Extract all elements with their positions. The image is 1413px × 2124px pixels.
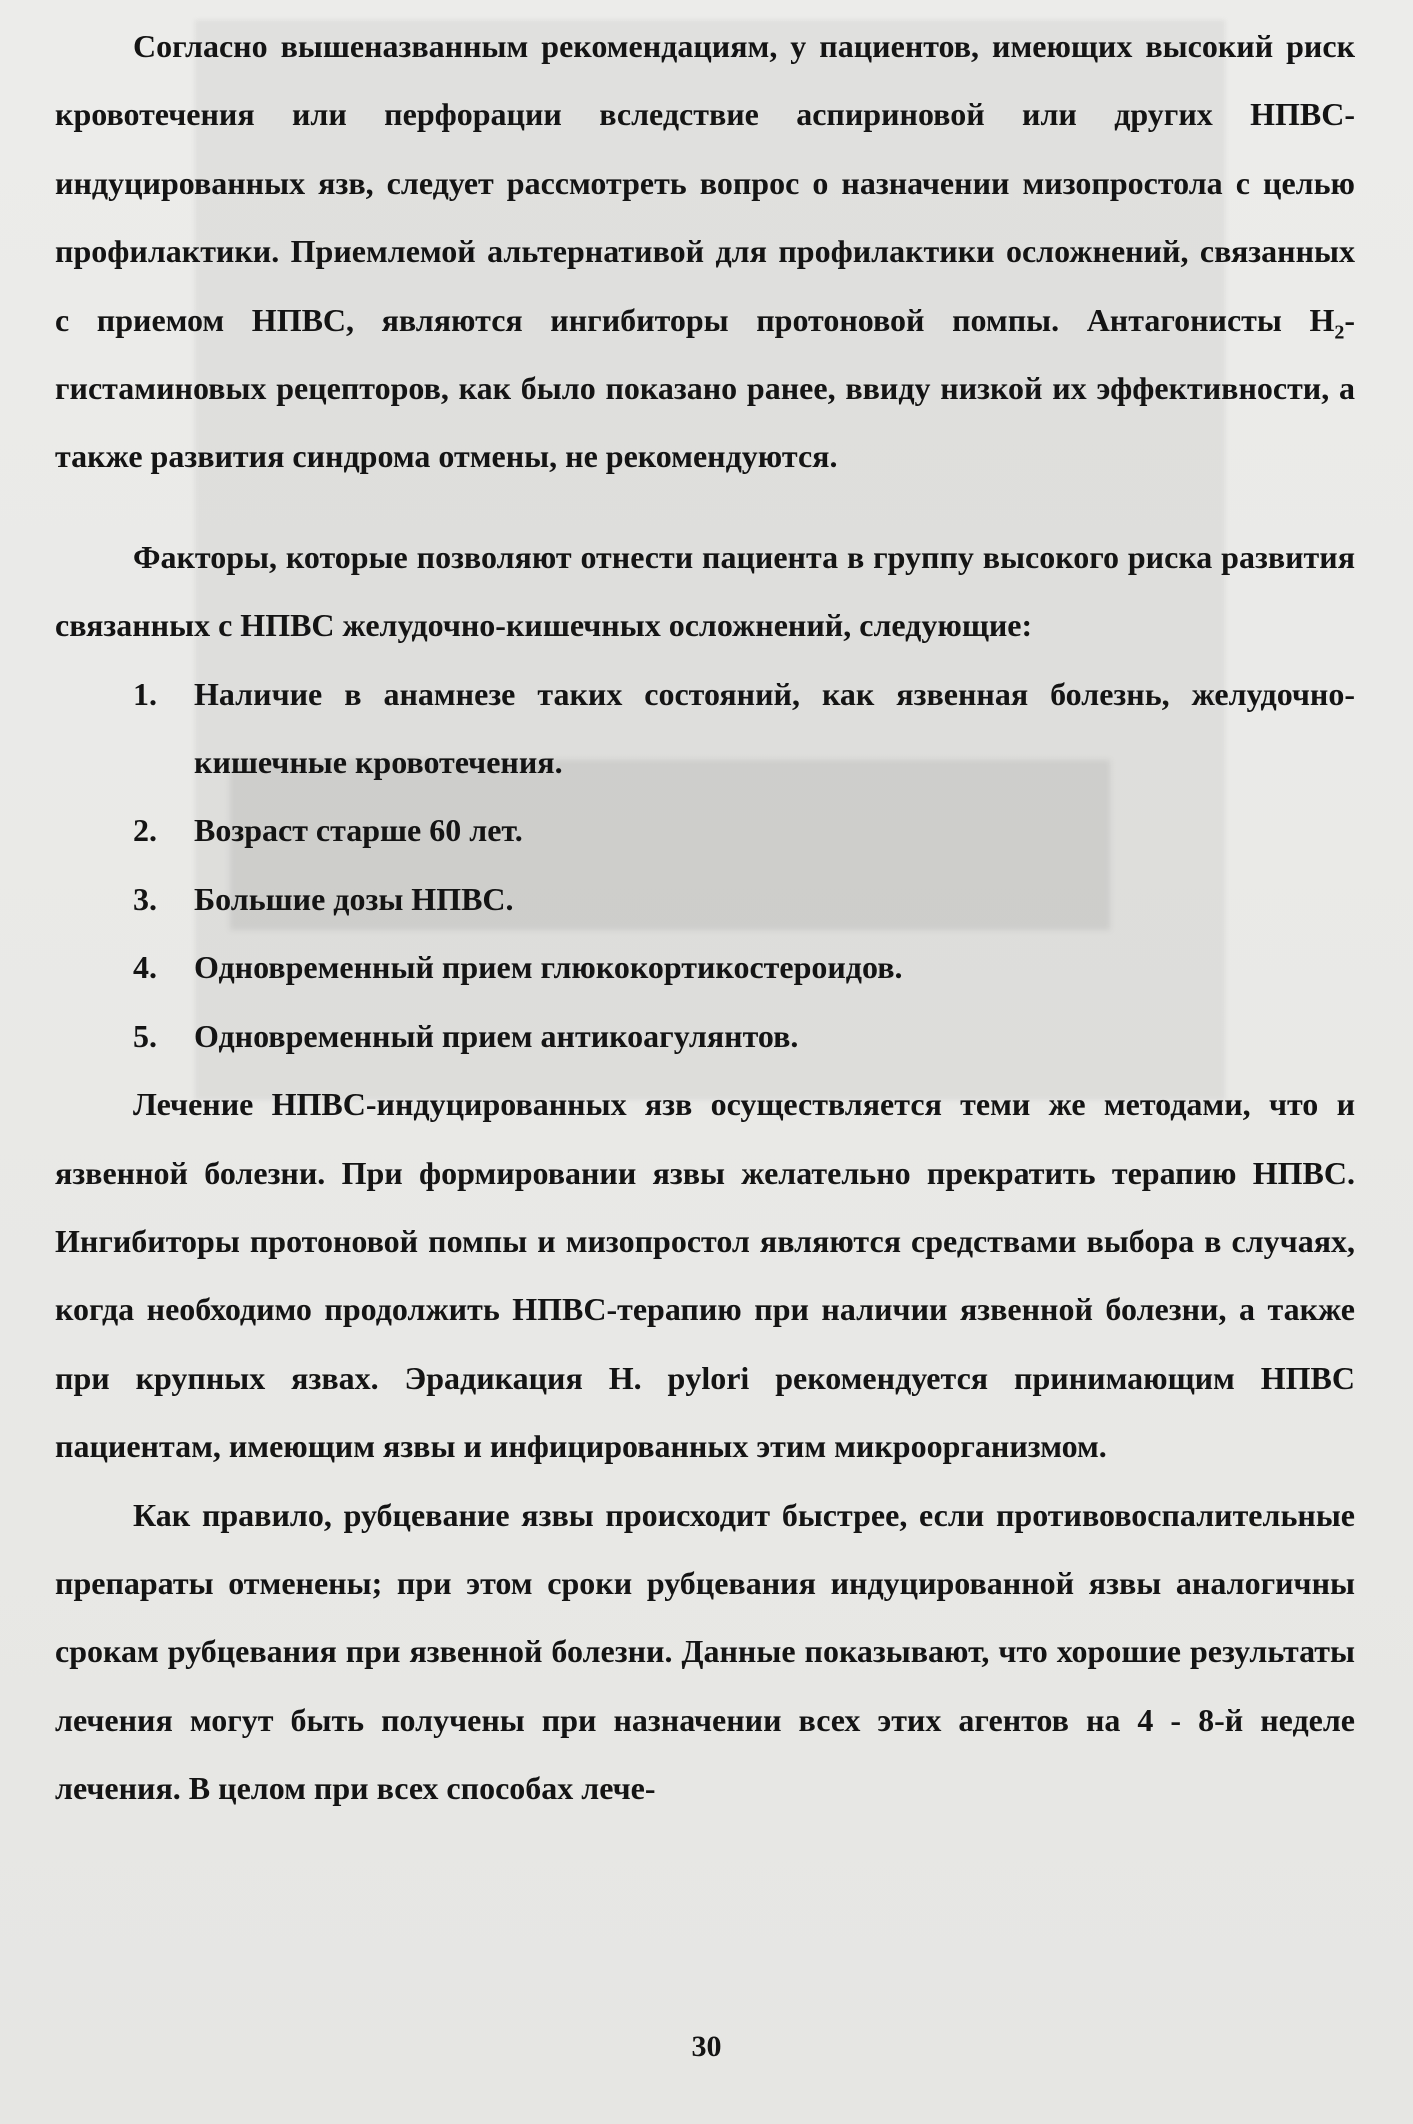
list-item-number: 5. xyxy=(133,1017,157,1054)
page-number: 30 xyxy=(691,2030,722,2063)
list-item-text: Большие дозы НПВС. xyxy=(194,880,514,917)
paragraph-text-tail: -гистаминовых рецепторов, как было показано ранее, ввиду низкой их эффективности, а также развития синдрома отмены, не рекомендуются. xyxy=(55,301,1355,475)
list-item-text: Одновременный прием антикоагулянтов. xyxy=(194,1017,799,1054)
list-item-number: 2. xyxy=(133,812,157,849)
list-item xyxy=(55,660,1355,797)
list-item xyxy=(55,865,1355,933)
list-item xyxy=(55,1002,1355,1070)
list-item xyxy=(55,796,1355,864)
list-item xyxy=(55,933,1355,1001)
subscript: 2 xyxy=(1334,321,1345,344)
paragraph-risk-intro: Факторы, которые позволяют отнести пациента в группу высокого риска развития связанных с НПВС желудочно-кишечных осложнений, следующие: xyxy=(55,538,1355,644)
paragraph-treatment: Лечение НПВС-индуцированных язв осуществляется теми же методами, что и язвенной болезни. При формировании язвы желательно прекратить терапию НПВС. Ингибиторы протоновой помпы и мизопростол являются средствами выбора в случаях, когда необходимо продолжить НПВС-терапию при наличии язвенной болезни, а также при крупных язвах. Эрадикация H. pylori рекомендуется принимающим НПВС пациентам, имеющим язвы и инфицированных этим микроорганизмом. xyxy=(55,1086,1355,1465)
list-item-number: 4. xyxy=(133,949,157,986)
paragraph-healing: Как правило, рубцевание язвы происходит быстрее, если противовоспалительные препараты отменены; при этом сроки рубцевания индуцированной язвы аналогичны срокам рубцевания при язвенной болезни. Данные показывают, что хорошие результаты лечения могут быть получены при назначении всех этих агентов на 4 - 8-й неделе лечения. В целом при всех способах лече- xyxy=(55,1496,1355,1807)
list-item-text: Наличие в анамнезе таких состояний, как язвенная болезнь, желудочно-кишечные кровотечения. xyxy=(194,675,1355,781)
list-item-number: 1. xyxy=(133,675,157,712)
list-item-text: Одновременный прием глюкокортикостероидов. xyxy=(194,949,903,986)
risk-factors-list xyxy=(55,660,1355,1070)
list-item-number: 3. xyxy=(133,880,157,917)
page-body xyxy=(55,12,1355,1823)
list-item-text: Возраст старше 60 лет. xyxy=(194,812,523,849)
paragraph-text: Согласно вышеназванным рекомендациям, у пациентов, имеющих высокий риск кровотечения или перфорации вследствие аспириновой или других НПВС-индуцированных язв, следует рассмотреть вопрос о назначении мизопростола с целью профилактики. Приемлемой альтернативой для профилактики осложнений, связанных с приемом НПВС, являются ингибиторы протоновой помпы. Антагонисты Н xyxy=(55,28,1355,338)
paragraph-misoprostol-recommendation xyxy=(55,12,1355,491)
